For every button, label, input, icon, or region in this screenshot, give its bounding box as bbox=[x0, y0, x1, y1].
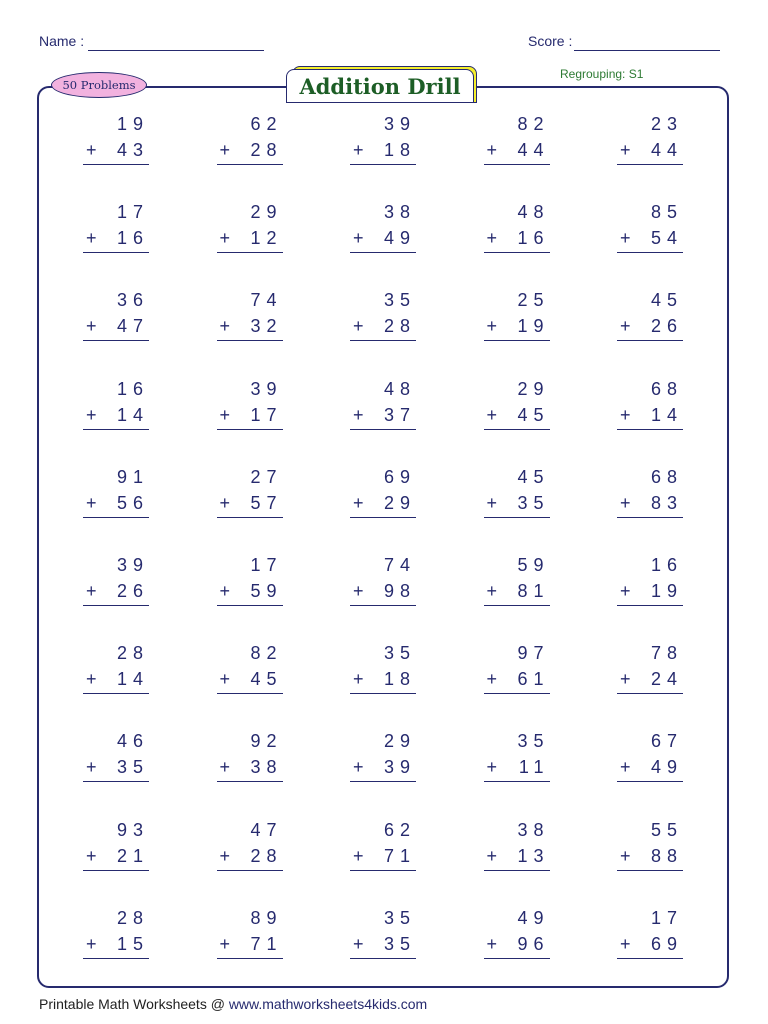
problem-addend-top: 35 bbox=[383, 907, 416, 928]
problem-addend-top: 29 bbox=[250, 202, 283, 223]
plus-sign: + bbox=[86, 757, 97, 778]
problem-answer-line bbox=[484, 934, 550, 959]
plus-sign: + bbox=[486, 757, 498, 778]
problem-addend-top: 19 bbox=[116, 114, 149, 134]
name-field[interactable] bbox=[88, 50, 264, 51]
problem-answer-line bbox=[217, 405, 283, 430]
problem-answer-line bbox=[617, 316, 683, 341]
problem-card bbox=[83, 818, 149, 906]
problem-answer-line bbox=[217, 228, 283, 253]
problem-card bbox=[83, 729, 149, 817]
problem-answer-line bbox=[617, 493, 683, 518]
problem-answer-line bbox=[484, 493, 550, 518]
problem-card bbox=[617, 906, 683, 994]
problem-answer-line bbox=[350, 316, 416, 341]
problem-card bbox=[217, 818, 283, 906]
problem-answer-line bbox=[350, 669, 416, 694]
plus-sign: + bbox=[219, 757, 231, 778]
problem-answer-line bbox=[617, 581, 683, 606]
problem-addend-top: 68 bbox=[650, 466, 683, 487]
problem-addend-top: 46 bbox=[116, 731, 149, 752]
problem-card bbox=[484, 112, 550, 200]
problem-answer-line bbox=[83, 140, 149, 165]
problem-card bbox=[217, 200, 283, 288]
problem-card bbox=[217, 906, 283, 994]
problem-answer-line bbox=[484, 581, 550, 606]
plus-sign: + bbox=[353, 404, 364, 425]
problem-addend-bottom: 35 bbox=[383, 933, 416, 954]
problem-addend-top: 93 bbox=[116, 819, 149, 840]
problem-answer-line bbox=[217, 581, 283, 606]
problem-addend-top: 74 bbox=[250, 290, 283, 311]
plus-sign: + bbox=[620, 669, 631, 690]
problem-addend-bottom: 14 bbox=[650, 404, 683, 425]
name-label: Name : bbox=[39, 33, 85, 49]
plus-sign: + bbox=[486, 140, 498, 160]
plus-sign: + bbox=[353, 580, 364, 601]
problem-addend-top: 39 bbox=[116, 554, 149, 575]
problem-addend-bottom: 38 bbox=[250, 757, 283, 778]
regrouping-label: Regrouping: S1 bbox=[560, 67, 644, 81]
plus-sign: + bbox=[86, 580, 97, 601]
problem-addend-top: 67 bbox=[650, 731, 683, 752]
problem-addend-top: 85 bbox=[650, 202, 683, 223]
problem-card bbox=[217, 112, 283, 200]
problem-grid bbox=[83, 112, 683, 992]
plus-sign: + bbox=[219, 316, 231, 337]
problem-addend-top: 28 bbox=[116, 643, 149, 664]
problem-addend-bottom: 57 bbox=[250, 492, 283, 513]
plus-sign: + bbox=[620, 933, 631, 954]
problem-addend-top: 47 bbox=[250, 819, 283, 840]
plus-sign: + bbox=[219, 580, 231, 601]
problem-card bbox=[83, 112, 149, 200]
problem-card bbox=[350, 200, 416, 288]
problem-answer-line bbox=[217, 493, 283, 518]
problem-addend-bottom: 32 bbox=[250, 316, 283, 337]
problem-answer-line bbox=[83, 493, 149, 518]
problem-card bbox=[617, 465, 683, 553]
problem-card bbox=[350, 729, 416, 817]
problem-addend-top: 45 bbox=[650, 290, 683, 311]
plus-sign: + bbox=[353, 492, 364, 513]
problem-answer-line bbox=[617, 757, 683, 782]
problem-answer-line bbox=[350, 934, 416, 959]
plus-sign: + bbox=[486, 669, 498, 690]
problem-addend-bottom: 37 bbox=[383, 404, 416, 425]
problem-addend-top: 29 bbox=[517, 378, 550, 399]
plus-sign: + bbox=[86, 933, 97, 954]
problem-addend-bottom: 13 bbox=[517, 845, 550, 866]
problem-addend-bottom: 18 bbox=[383, 140, 416, 160]
problem-answer-line bbox=[217, 140, 283, 165]
problem-addend-top: 25 bbox=[517, 290, 550, 311]
problem-addend-top: 82 bbox=[517, 114, 550, 134]
plus-sign: + bbox=[620, 580, 631, 601]
problem-answer-line bbox=[484, 316, 550, 341]
problem-addend-bottom: 16 bbox=[517, 228, 550, 249]
problem-addend-bottom: 28 bbox=[250, 140, 283, 160]
problem-answer-line bbox=[217, 846, 283, 871]
problem-addend-top: 39 bbox=[250, 378, 283, 399]
problem-addend-bottom: 44 bbox=[517, 140, 550, 160]
plus-sign: + bbox=[86, 228, 97, 249]
problem-card bbox=[350, 553, 416, 641]
problem-count-badge: 50 Problems bbox=[51, 72, 147, 98]
footer-prefix: Printable Math Worksheets @ bbox=[39, 996, 229, 1012]
problem-addend-top: 48 bbox=[517, 202, 550, 223]
problem-card bbox=[350, 288, 416, 376]
problem-answer-line bbox=[484, 228, 550, 253]
plus-sign: + bbox=[486, 404, 498, 425]
footer bbox=[39, 996, 427, 1012]
plus-sign: + bbox=[353, 933, 364, 954]
problem-card bbox=[484, 200, 550, 288]
problem-addend-top: 39 bbox=[383, 114, 416, 134]
problem-card bbox=[350, 906, 416, 994]
problem-card bbox=[217, 641, 283, 729]
score-field[interactable] bbox=[574, 50, 720, 51]
plus-sign: + bbox=[353, 316, 364, 337]
problem-addend-bottom: 26 bbox=[116, 580, 149, 601]
problem-addend-bottom: 49 bbox=[383, 228, 416, 249]
problem-answer-line bbox=[617, 846, 683, 871]
problem-addend-top: 36 bbox=[116, 290, 149, 311]
problem-card bbox=[350, 377, 416, 465]
problem-answer-line bbox=[83, 405, 149, 430]
problem-addend-bottom: 28 bbox=[383, 316, 416, 337]
problem-addend-top: 62 bbox=[383, 819, 416, 840]
problem-addend-bottom: 26 bbox=[650, 316, 683, 337]
problem-card bbox=[617, 200, 683, 288]
problem-answer-line bbox=[617, 140, 683, 165]
problem-card bbox=[83, 906, 149, 994]
problem-card bbox=[350, 112, 416, 200]
problem-addend-bottom: 24 bbox=[650, 669, 683, 690]
score-label: Score : bbox=[528, 33, 573, 49]
problem-addend-bottom: 83 bbox=[650, 492, 683, 513]
problem-addend-bottom: 39 bbox=[383, 757, 416, 778]
problem-answer-line bbox=[83, 316, 149, 341]
problem-addend-top: 17 bbox=[650, 907, 683, 928]
problem-addend-top: 35 bbox=[383, 643, 416, 664]
problem-card bbox=[83, 641, 149, 729]
plus-sign: + bbox=[219, 228, 231, 249]
problem-answer-line bbox=[350, 846, 416, 871]
problem-addend-bottom: 19 bbox=[517, 316, 550, 337]
worksheet-title: Addition Drill bbox=[286, 69, 474, 103]
plus-sign: + bbox=[219, 933, 231, 954]
problem-answer-line bbox=[350, 140, 416, 165]
problem-card bbox=[350, 818, 416, 906]
problem-addend-bottom: 71 bbox=[383, 845, 416, 866]
problem-card bbox=[83, 465, 149, 553]
problem-card bbox=[617, 818, 683, 906]
plus-sign: + bbox=[353, 845, 364, 866]
problem-card bbox=[617, 377, 683, 465]
problem-addend-bottom: 56 bbox=[116, 492, 149, 513]
plus-sign: + bbox=[86, 404, 97, 425]
plus-sign: + bbox=[86, 492, 97, 513]
plus-sign: + bbox=[486, 492, 498, 513]
problem-card bbox=[83, 377, 149, 465]
problem-addend-bottom: 19 bbox=[650, 580, 683, 601]
problem-answer-line bbox=[350, 228, 416, 253]
problem-card bbox=[484, 729, 550, 817]
problem-answer-line bbox=[350, 493, 416, 518]
problem-addend-top: 16 bbox=[116, 378, 149, 399]
problem-answer-line bbox=[350, 757, 416, 782]
problem-addend-top: 28 bbox=[116, 907, 149, 928]
problem-card bbox=[217, 465, 283, 553]
problem-answer-line bbox=[617, 228, 683, 253]
plus-sign: + bbox=[353, 757, 364, 778]
problem-answer-line bbox=[83, 669, 149, 694]
problem-addend-top: 16 bbox=[650, 554, 683, 575]
plus-sign: + bbox=[620, 228, 631, 249]
problem-addend-top: 68 bbox=[650, 378, 683, 399]
problem-card bbox=[617, 112, 683, 200]
problem-addend-top: 69 bbox=[383, 466, 416, 487]
problem-addend-top: 55 bbox=[650, 819, 683, 840]
plus-sign: + bbox=[219, 492, 231, 513]
problem-card bbox=[484, 465, 550, 553]
problem-card bbox=[617, 729, 683, 817]
problem-card bbox=[484, 906, 550, 994]
problem-card bbox=[350, 465, 416, 553]
problem-addend-top: 35 bbox=[517, 731, 550, 752]
problem-answer-line bbox=[617, 669, 683, 694]
problem-addend-top: 17 bbox=[250, 554, 283, 575]
problem-card bbox=[484, 641, 550, 729]
problem-card bbox=[617, 641, 683, 729]
problem-addend-top: 74 bbox=[383, 554, 416, 575]
problem-answer-line bbox=[217, 316, 283, 341]
problem-addend-bottom: 15 bbox=[116, 933, 149, 954]
problem-addend-bottom: 49 bbox=[650, 757, 683, 778]
problem-answer-line bbox=[83, 228, 149, 253]
problem-answer-line bbox=[83, 934, 149, 959]
problem-card bbox=[83, 553, 149, 641]
problem-addend-bottom: 14 bbox=[116, 669, 149, 690]
plus-sign: + bbox=[219, 404, 231, 425]
plus-sign: + bbox=[86, 669, 97, 690]
problem-addend-top: 38 bbox=[383, 202, 416, 223]
plus-sign: + bbox=[620, 845, 631, 866]
problem-answer-line bbox=[484, 140, 550, 165]
problem-addend-bottom: 35 bbox=[517, 492, 550, 513]
problem-card bbox=[484, 377, 550, 465]
plus-sign: + bbox=[219, 669, 231, 690]
problem-answer-line bbox=[83, 581, 149, 606]
plus-sign: + bbox=[353, 669, 364, 690]
problem-addend-bottom: 18 bbox=[383, 669, 416, 690]
plus-sign: + bbox=[86, 140, 97, 160]
problem-addend-bottom: 28 bbox=[250, 845, 283, 866]
problem-addend-bottom: 45 bbox=[250, 669, 283, 690]
problem-addend-bottom: 21 bbox=[116, 845, 149, 866]
plus-sign: + bbox=[219, 845, 231, 866]
problem-addend-top: 38 bbox=[517, 819, 550, 840]
plus-sign: + bbox=[620, 757, 631, 778]
problem-addend-bottom: 44 bbox=[650, 140, 683, 160]
problem-addend-top: 89 bbox=[250, 907, 283, 928]
problem-answer-line bbox=[350, 581, 416, 606]
problem-addend-bottom: 17 bbox=[250, 404, 283, 425]
problem-answer-line bbox=[83, 757, 149, 782]
problem-card bbox=[484, 818, 550, 906]
plus-sign: + bbox=[486, 933, 498, 954]
problem-addend-bottom: 45 bbox=[517, 404, 550, 425]
problem-card bbox=[617, 553, 683, 641]
footer-site-link[interactable]: www.mathworksheets4kids.com bbox=[228, 996, 428, 1012]
problem-answer-line bbox=[617, 405, 683, 430]
problem-card bbox=[484, 553, 550, 641]
problem-answer-line bbox=[83, 846, 149, 871]
problem-answer-line bbox=[484, 669, 550, 694]
problem-addend-bottom: 59 bbox=[250, 580, 283, 601]
problem-card bbox=[83, 288, 149, 376]
problem-card bbox=[83, 200, 149, 288]
problem-addend-bottom: 81 bbox=[517, 580, 550, 601]
plus-sign: + bbox=[219, 140, 231, 160]
problem-addend-bottom: 43 bbox=[116, 140, 149, 160]
problem-card bbox=[617, 288, 683, 376]
problem-addend-bottom: 54 bbox=[650, 228, 683, 249]
problem-addend-top: 48 bbox=[383, 378, 416, 399]
problem-card bbox=[217, 288, 283, 376]
problem-addend-top: 97 bbox=[517, 643, 550, 664]
problem-addend-top: 23 bbox=[650, 114, 683, 134]
plus-sign: + bbox=[620, 140, 631, 160]
problem-addend-top: 92 bbox=[250, 731, 283, 752]
problem-answer-line bbox=[617, 934, 683, 959]
plus-sign: + bbox=[620, 404, 631, 425]
problem-addend-bottom: 98 bbox=[383, 580, 416, 601]
problem-card bbox=[350, 641, 416, 729]
problem-addend-top: 59 bbox=[517, 554, 550, 575]
plus-sign: + bbox=[86, 316, 97, 337]
plus-sign: + bbox=[620, 492, 631, 513]
plus-sign: + bbox=[86, 845, 97, 866]
problem-addend-bottom: 14 bbox=[116, 404, 149, 425]
plus-sign: + bbox=[353, 140, 364, 160]
problem-addend-bottom: 29 bbox=[383, 492, 416, 513]
problem-answer-line bbox=[484, 757, 550, 782]
problem-addend-top: 91 bbox=[116, 466, 149, 487]
problem-addend-bottom: 35 bbox=[116, 757, 149, 778]
problem-addend-top: 49 bbox=[517, 907, 550, 928]
plus-sign: + bbox=[486, 845, 498, 866]
problem-addend-bottom: 12 bbox=[250, 228, 283, 249]
problem-answer-line bbox=[484, 405, 550, 430]
problem-addend-bottom: 47 bbox=[116, 316, 149, 337]
problem-answer-line bbox=[484, 846, 550, 871]
plus-sign: + bbox=[486, 316, 498, 337]
problem-addend-top: 45 bbox=[517, 466, 550, 487]
problem-addend-top: 82 bbox=[250, 643, 283, 664]
problem-addend-bottom: 11 bbox=[518, 757, 550, 778]
problem-addend-top: 78 bbox=[650, 643, 683, 664]
problem-card bbox=[217, 553, 283, 641]
problem-addend-bottom: 88 bbox=[650, 845, 683, 866]
problem-answer-line bbox=[217, 934, 283, 959]
problem-addend-bottom: 16 bbox=[116, 228, 149, 249]
problem-addend-top: 35 bbox=[383, 290, 416, 311]
problem-addend-bottom: 96 bbox=[517, 933, 550, 954]
plus-sign: + bbox=[486, 580, 498, 601]
plus-sign: + bbox=[353, 228, 364, 249]
problem-card bbox=[217, 729, 283, 817]
problem-addend-bottom: 71 bbox=[250, 933, 283, 954]
plus-sign: + bbox=[486, 228, 498, 249]
problem-answer-line bbox=[217, 757, 283, 782]
problem-addend-bottom: 69 bbox=[650, 933, 683, 954]
problem-card bbox=[484, 288, 550, 376]
problem-answer-line bbox=[350, 405, 416, 430]
problem-answer-line bbox=[217, 669, 283, 694]
problem-card bbox=[217, 377, 283, 465]
problem-addend-top: 29 bbox=[383, 731, 416, 752]
plus-sign: + bbox=[620, 316, 631, 337]
problem-addend-top: 17 bbox=[116, 202, 149, 223]
problem-addend-top: 62 bbox=[250, 114, 283, 134]
problem-addend-top: 27 bbox=[250, 466, 283, 487]
problem-addend-bottom: 61 bbox=[517, 669, 550, 690]
